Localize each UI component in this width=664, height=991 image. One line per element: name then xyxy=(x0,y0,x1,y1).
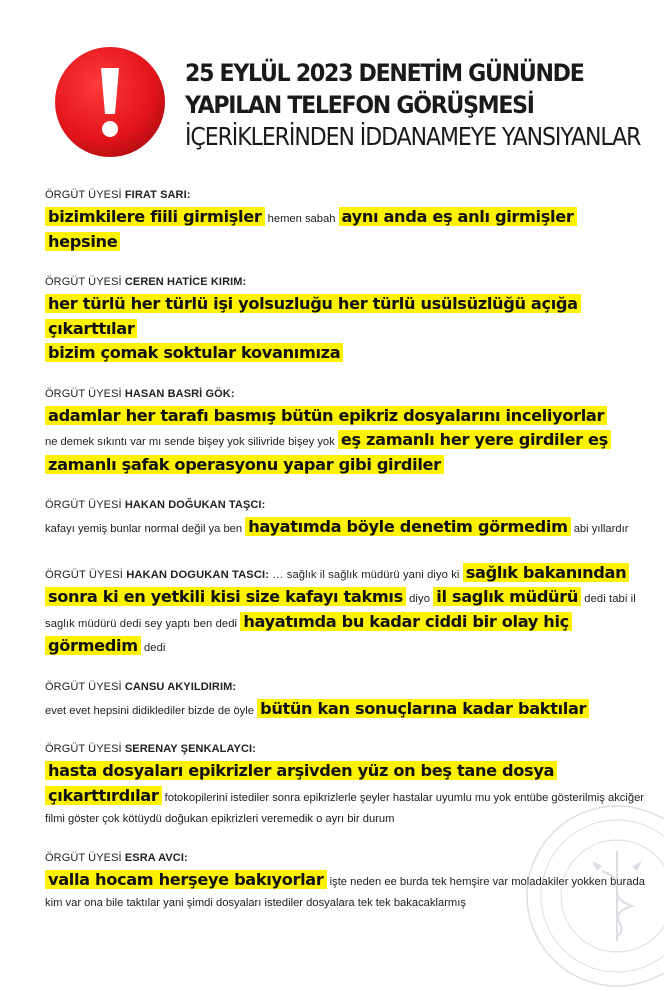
quote-block xyxy=(45,562,645,660)
highlighted-quote: hasta dosyaları epikrizler arşivden yüz on beş tane dosya çıkarttırdılar xyxy=(45,761,557,805)
speaker-label xyxy=(45,499,645,512)
quote-segment: diyo xyxy=(405,593,434,605)
speaker-name: HAKAN DOĞUKAN TAŞCI: xyxy=(124,499,266,511)
highlighted-quote: valla hocam herşeye bakıyorlar xyxy=(45,870,327,889)
highlighted-quote: hayatımda böyle denetim görmedim xyxy=(245,517,570,536)
quote-segment: işte neden ee burda tek hemşire var moladakiler yokken burada kim var ona bile taktılar yani şimdi dosyaları istediler dosyalara tek tek bakacaklarmış xyxy=(45,875,645,909)
quote-segment: ne demek sıkıntı var mı sende bişey yok silivride bişey yok xyxy=(45,436,338,448)
quote-segment: … sağlık il sağlık müdürü yani diyo ki xyxy=(269,568,463,581)
speaker-name: HAKAN DOGUKAN TASCI: xyxy=(126,568,270,581)
quote-block xyxy=(45,388,645,479)
speaker-name: CANSU AKYILDIRIM: xyxy=(124,680,237,693)
quote-block xyxy=(45,189,645,255)
highlighted-quote: sağlık bakanından sonra ki en yetkili kisi size kafayı takmıs xyxy=(45,563,629,607)
speaker-role: ÖRGÜT ÜYESİ xyxy=(45,189,125,201)
highlighted-quote: adamlar her tarafı basmış bütün epikriz dosyalarını inceliyorlar xyxy=(45,406,607,425)
quote-text xyxy=(45,698,645,723)
quote-segment: hemen sabah xyxy=(264,213,339,225)
speaker-role: ÖRGÜT ÜYESİ xyxy=(45,499,125,511)
title-line-1: 25 EYLÜL 2023 DENETİM GÜNÜNDE xyxy=(185,59,584,87)
quote-segment: kafayı yemiş bunlar normal değil ya ben xyxy=(45,523,246,535)
quote-segment: evet evet hepsini didiklediler bizde de öyle xyxy=(45,704,258,717)
quote-block xyxy=(45,681,645,723)
quote-block xyxy=(45,499,645,541)
title-line-2: YAPILAN TELEFON GÖRÜŞMESİ xyxy=(185,91,534,119)
speaker-label xyxy=(45,388,645,401)
highlighted-quote: bizimkilere fiili girmişler xyxy=(45,207,265,226)
quote-block xyxy=(45,276,645,367)
speaker-name: SERENAY ŞENKALAYCI: xyxy=(124,743,256,755)
speaker-label xyxy=(45,681,645,694)
quote-segment: dedi xyxy=(140,642,166,654)
highlighted-quote: her türlü her türlü işi yolsuzluğu her türlü usülsüzlüğü açığa çıkarttılar xyxy=(45,294,581,338)
highlighted-quote: il saglık müdürü xyxy=(433,587,581,606)
quote-segment: fotokopilerini istediler sonra epikrizlerle şeyler hastalar uyumlu mu yok entübe gösterilmiş akciğer filmi göster çok kötüydü doğukan epikrizleri veremedik o ayrı bir durum xyxy=(45,791,645,825)
quote-text xyxy=(45,405,645,479)
speaker-role: ÖRGÜT ÜYESİ xyxy=(45,680,125,693)
ministry-seal-watermark-icon xyxy=(522,801,664,991)
title-line-3: İÇERİKLERİNDEN İDDANAMEYE YANSIYANLAR xyxy=(185,122,641,151)
highlighted-quote: aynı anda eş anlı girmişler hepsine xyxy=(45,207,577,251)
speaker-role: ÖRGÜT ÜYESİ xyxy=(45,851,125,864)
quote-text xyxy=(45,206,645,255)
speaker-label xyxy=(45,562,645,660)
highlighted-quote: bütün kan sonuçlarına kadar baktılar xyxy=(257,699,589,718)
speaker-name: CEREN HATİCE KIRIM: xyxy=(124,276,247,288)
quote-text xyxy=(45,516,645,541)
speaker-role: ÖRGÜT ÜYESİ xyxy=(45,743,125,755)
page-title xyxy=(185,57,655,153)
quote-segment: dedi tabi il saglık müdürü dedi sey yaptı ben dedi xyxy=(45,593,636,630)
speaker-label xyxy=(45,743,645,756)
speaker-label xyxy=(45,276,645,289)
quote-segment: abi yıllardır xyxy=(570,523,629,535)
speaker-name: HASAN BASRİ GÖK: xyxy=(124,387,235,400)
highlighted-quote: hayatımda bu kadar ciddi bir olay hiç görmedim xyxy=(45,612,572,656)
highlighted-quote: bizim çomak soktular kovanımıza xyxy=(45,343,343,362)
speaker-label xyxy=(45,189,645,202)
speaker-name: FIRAT SARI: xyxy=(124,189,191,201)
speaker-role: ÖRGÜT ÜYESİ xyxy=(45,387,125,400)
speaker-role: ÖRGÜT ÜYESİ xyxy=(45,276,125,288)
speaker-name: ESRA AVCI: xyxy=(124,851,188,864)
speaker-role: ÖRGÜT ÜYESİ xyxy=(45,568,127,581)
exclamation-alert-icon xyxy=(54,46,166,158)
quote-text xyxy=(45,293,645,367)
highlighted-quote: eş zamanlı her yere girdiler eş zamanlı şafak operasyonu yapar gibi girdiler xyxy=(45,430,611,474)
